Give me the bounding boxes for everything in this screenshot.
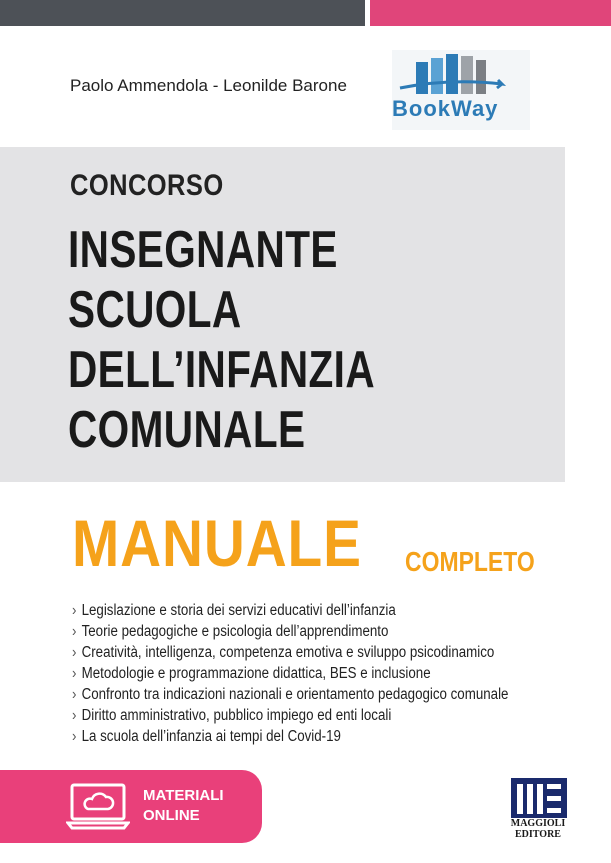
cover-title-line: INSEGNANTE [68, 221, 338, 279]
list-item: › Teorie pedagogiche e psicologia dell’apprendimento [72, 623, 389, 640]
list-item: › Metodologie e programmazione didattica, BES e inclusione [72, 665, 431, 682]
laptop-cloud-icon [66, 781, 130, 831]
cover-kicker: CONCORSO [70, 169, 224, 202]
manuale-heading: MANUALE [72, 506, 362, 580]
cover-title-line: SCUOLA [68, 281, 242, 339]
chevron-right-icon: › [72, 623, 77, 640]
chevron-right-icon: › [72, 602, 77, 619]
chevron-right-icon: › [72, 728, 77, 745]
list-item: › La scuola dell’infanzia ai tempi del Covid-19 [72, 728, 341, 745]
list-item: › Diritto amministrativo, pubblico impiego ed enti locali [72, 707, 392, 724]
top-bar-pink [370, 0, 611, 26]
chevron-right-icon: › [72, 686, 77, 703]
topic-list [72, 600, 580, 747]
list-item: › Creatività, intelligenza, competenza emotiva e sviluppo psicodinamico [72, 644, 495, 661]
completo-subheading: COMPLETO [405, 546, 535, 577]
cover-title-line: COMUNALE [68, 401, 306, 459]
maggioli-logo-icon [507, 774, 571, 854]
online-materials-label: MATERIALI ONLINE [143, 787, 224, 824]
authors: Paolo Ammendola - Leonilde Barone [70, 76, 347, 95]
list-item: › Confronto tra indicazioni nazionali e orientamento pedagogico comunale [72, 686, 509, 703]
list-item: › Legislazione e storia dei servizi educativi dell’infanzia [72, 602, 396, 619]
logo-text: BookWay [392, 96, 499, 121]
chevron-right-icon: › [72, 665, 77, 682]
top-bar-dark [0, 0, 365, 26]
cover-title-line: DELL’INFANZIA [68, 341, 376, 399]
publisher-name: MAGGIOLI EDITORE [510, 818, 566, 840]
chevron-right-icon: › [72, 644, 77, 661]
chevron-right-icon: › [72, 707, 77, 724]
